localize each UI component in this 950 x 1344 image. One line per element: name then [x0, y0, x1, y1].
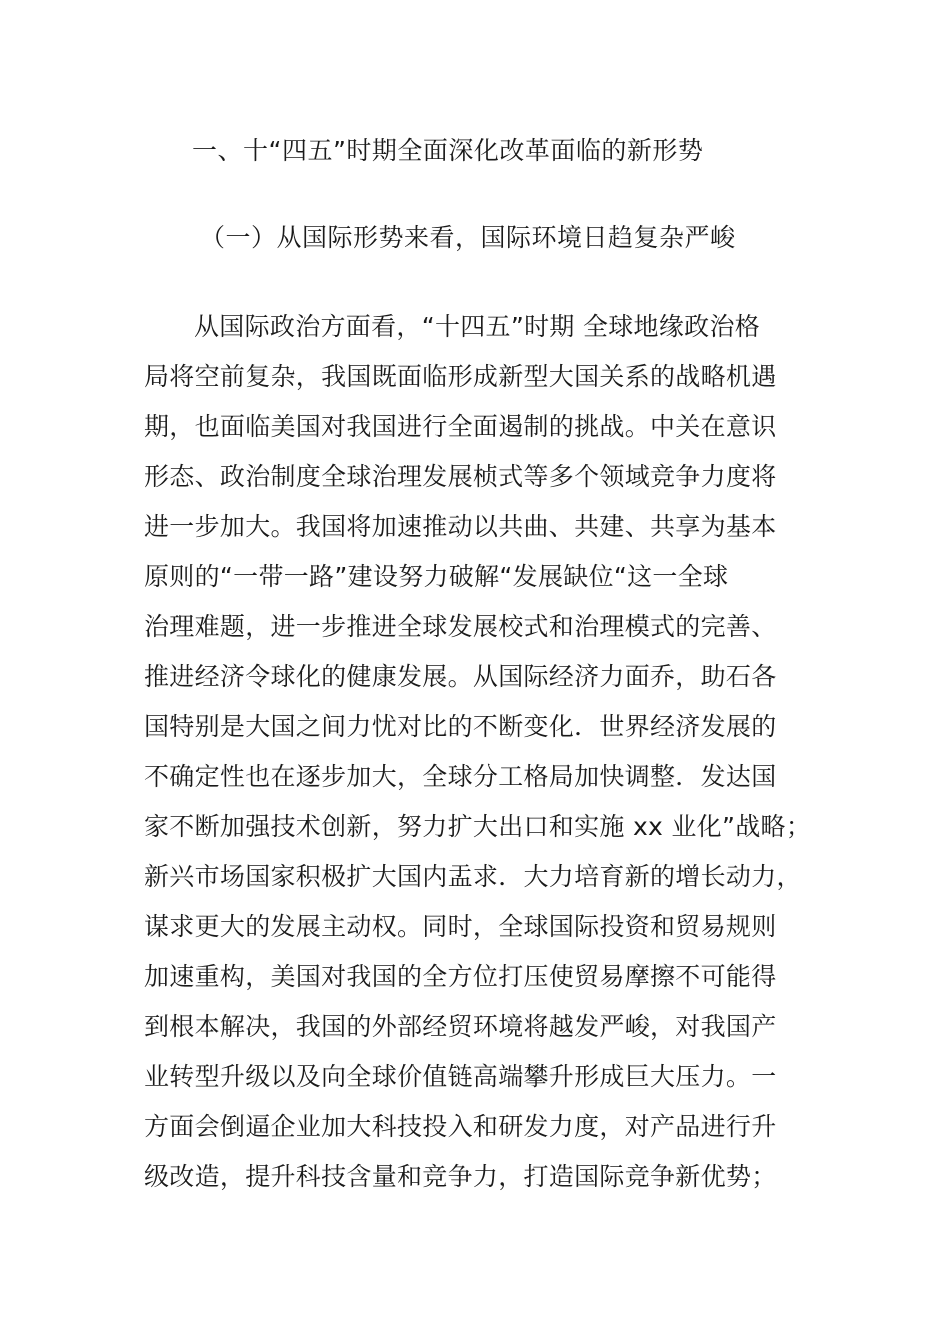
body-paragraph: [144, 302, 824, 1202]
subsection-heading: （一）从国际形势来看，国际环境日趋复杂严峻: [200, 223, 736, 252]
paragraph-line: 原则的“一带一路”建设努力破解“发展缺位“这一全球: [144, 562, 729, 591]
paragraph-line: 期，也面临美国对我国进行全面遏制的挑战。中关在意识: [144, 412, 777, 441]
paragraph-line: 治理难题，进一步推进全球发展校式和治理模式的完善、: [144, 612, 777, 641]
paragraph-line: 级改造，提升科技含量和竞争力，打造国际竞争新优势；: [144, 1162, 777, 1191]
paragraph-line: 从国际政治方面看，“十四五”时期 全球地缘政治格: [194, 312, 761, 341]
paragraph-line: 家不断加强技术创新，努力扩大出口和实施 xx 业化”战略；: [144, 812, 812, 841]
paragraph-line: 局将空前复杂，我国既面临形成新型大国关系的战略机遇: [144, 362, 777, 391]
paragraph-line: 加速重构，美国对我国的全方位打压使贸易摩擦不可能得: [144, 962, 777, 991]
paragraph-line: 国特别是大国之间力忧对比的不断变化．世界经济发展的: [144, 712, 777, 741]
paragraph-line: 推进经济令球化的健康发展。从国际经济力面乔，助石各: [144, 662, 777, 691]
paragraph-line: 进一步加大。我国将加速推动以共曲、共建、共享为基本: [144, 512, 777, 541]
paragraph-line: 不确定性也在逐步加大，全球分工格局加快调整．发达国: [144, 762, 777, 791]
paragraph-line: 谋求更大的发展主动权。同时，全球国际投资和贸易规则: [144, 912, 777, 941]
paragraph-line: 业转型升级以及向全球价值链高端攀升形成巨大压力。一: [144, 1062, 777, 1091]
paragraph-line: 方面会倒逼企业加大科技投入和研发力度，对产品进行升: [144, 1112, 777, 1141]
paragraph-line: 到根本解决，我国的外部经贸环境将越发严峻，对我国产: [144, 1012, 777, 1041]
paragraph-line: 新兴市场国家积极扩大国内盂求．大力培育新的增长动力，: [144, 862, 802, 891]
paragraph-line: 形态、政治制度全球治理发展桢式等多个领域竞争力度将: [144, 462, 777, 491]
section-heading: 一、十“四五”时期全面深化改革面临的新形势: [192, 136, 704, 165]
